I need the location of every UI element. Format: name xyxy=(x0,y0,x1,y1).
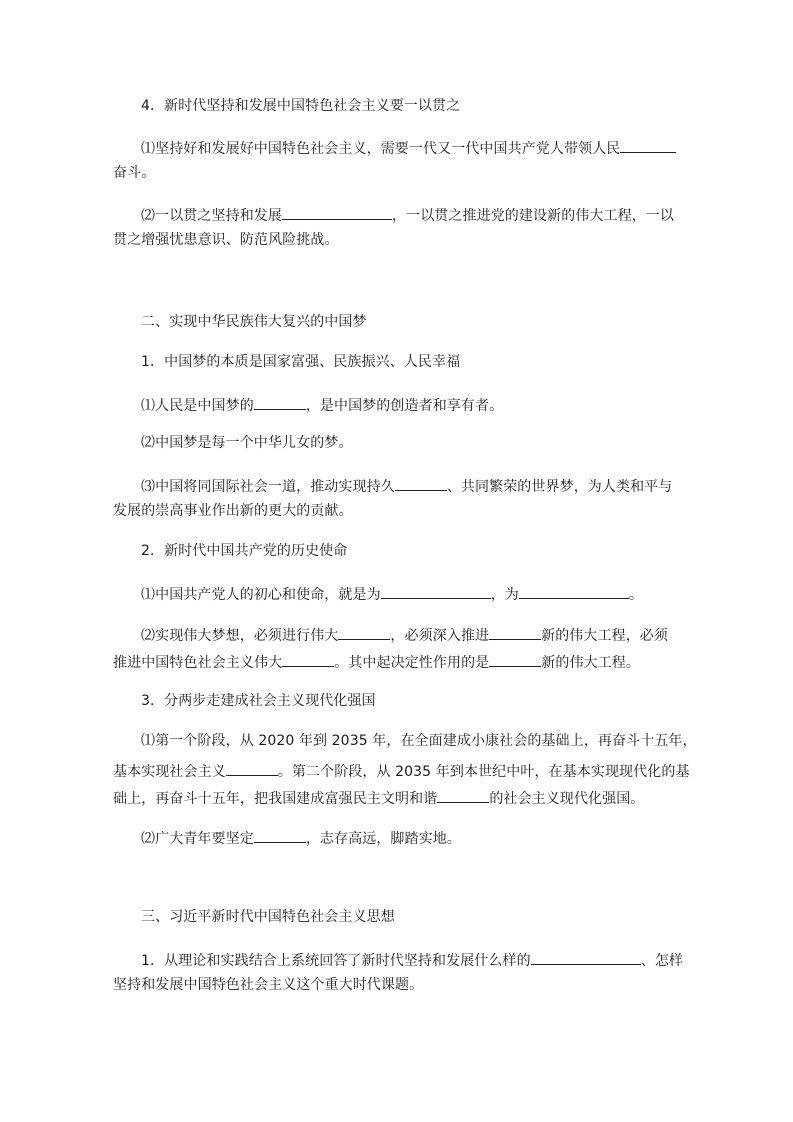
section-3-heading: 三、习近平新时代中国特色社会主义思想 xyxy=(141,909,395,925)
fill-blank[interactable] xyxy=(338,626,390,640)
fill-blank[interactable] xyxy=(519,585,629,599)
item-4-1-line2: 奋斗。 xyxy=(113,165,156,181)
fill-blank[interactable] xyxy=(531,951,641,965)
section-2-point-1-item-3-line1: ⑶中国将同国际社会一道，推动实现持久 、共同繁荣的世界梦，为人类和平与 xyxy=(141,479,673,495)
item-4-heading: 4．新时代坚持和发展中国特色社会主义要一以贯之 xyxy=(141,98,461,114)
fill-blank[interactable] xyxy=(489,626,541,640)
section-2-point-3-heading: 3．分两步走建成社会主义现代化强国 xyxy=(141,693,376,709)
fill-blank[interactable] xyxy=(282,206,392,220)
item-4-1-line1: ⑴坚持好和发展好中国特色社会主义，需要一代又一代中国共产党人带领人民 xyxy=(141,139,711,156)
section-2-point-3-item-1-line1: ⑴第一个阶段，从 2020 年到 2035 年，在全面建成小康社会的基础上，再奋斗十五年， xyxy=(141,733,697,749)
item-4-2-line1: ⑵一以贯之坚持和发展 ，一以贯之推进党的建设新的伟大工程，一以 xyxy=(141,208,674,224)
section-2-point-2-item-2-line2: 推进中国特色社会主义伟大 。其中起决定性作用的是 新的伟大工程。 xyxy=(113,655,641,671)
fill-blank[interactable] xyxy=(254,829,306,843)
fill-blank[interactable] xyxy=(254,396,306,410)
section-3-point-1-line2: 坚持和发展中国特色社会主义这个重大时代课题。 xyxy=(113,977,424,993)
fill-blank[interactable] xyxy=(489,653,541,667)
section-2-point-1-heading: 1．中国梦的本质是国家富强、民族振兴、人民幸福 xyxy=(141,354,461,370)
section-2-point-1-item-1: ⑴人民是中国梦的 ，是中国梦的创造者和享有者。 xyxy=(141,398,504,414)
section-2-point-2-item-2-line1: ⑵实现伟大梦想，必须进行伟大 ，必须深入推进 新的伟大工程，必须 xyxy=(141,628,669,644)
fill-blank[interactable] xyxy=(620,139,676,153)
section-2-point-1-item-3-line2: 发展的崇高事业作出新的更大的贡献。 xyxy=(113,503,353,519)
section-2-point-2-item-1: ⑴中国共产党人的初心和使命，就是为 ，为 。 xyxy=(141,587,644,603)
section-3-point-1-line1: 1．从理论和实践结合上系统回答了新时代坚持和发展什么样的 、怎样 xyxy=(141,953,684,969)
section-2-heading: 二、实现中华民族伟大复兴的中国梦 xyxy=(141,314,367,330)
item-4-2-line2: 贯之增强忧患意识、防范风险挑战。 xyxy=(113,232,339,248)
fill-blank[interactable] xyxy=(381,585,491,599)
fill-blank[interactable] xyxy=(226,762,278,776)
fill-blank[interactable] xyxy=(395,477,447,491)
section-2-point-2-heading: 2．新时代中国共产党的历史使命 xyxy=(141,543,348,559)
fill-blank[interactable] xyxy=(437,789,489,803)
section-2-point-3-item-2: ⑵广大青年要坚定 ，志存高远，脚踏实地。 xyxy=(141,831,461,847)
section-2-point-3-item-1-line3: 础上，再奋斗十五年，把我国建成富强民主文明和谐 的社会主义现代化强国。 xyxy=(113,791,645,807)
fill-blank[interactable] xyxy=(282,653,334,667)
section-2-point-3-item-1-line2: 基本实现社会主义 。第二个阶段，从 2035 年到本世纪中叶，在基本实现现代化的基 xyxy=(113,764,690,780)
section-2-point-1-item-2: ⑵中国梦是每一个中华儿女的梦。 xyxy=(141,435,353,451)
